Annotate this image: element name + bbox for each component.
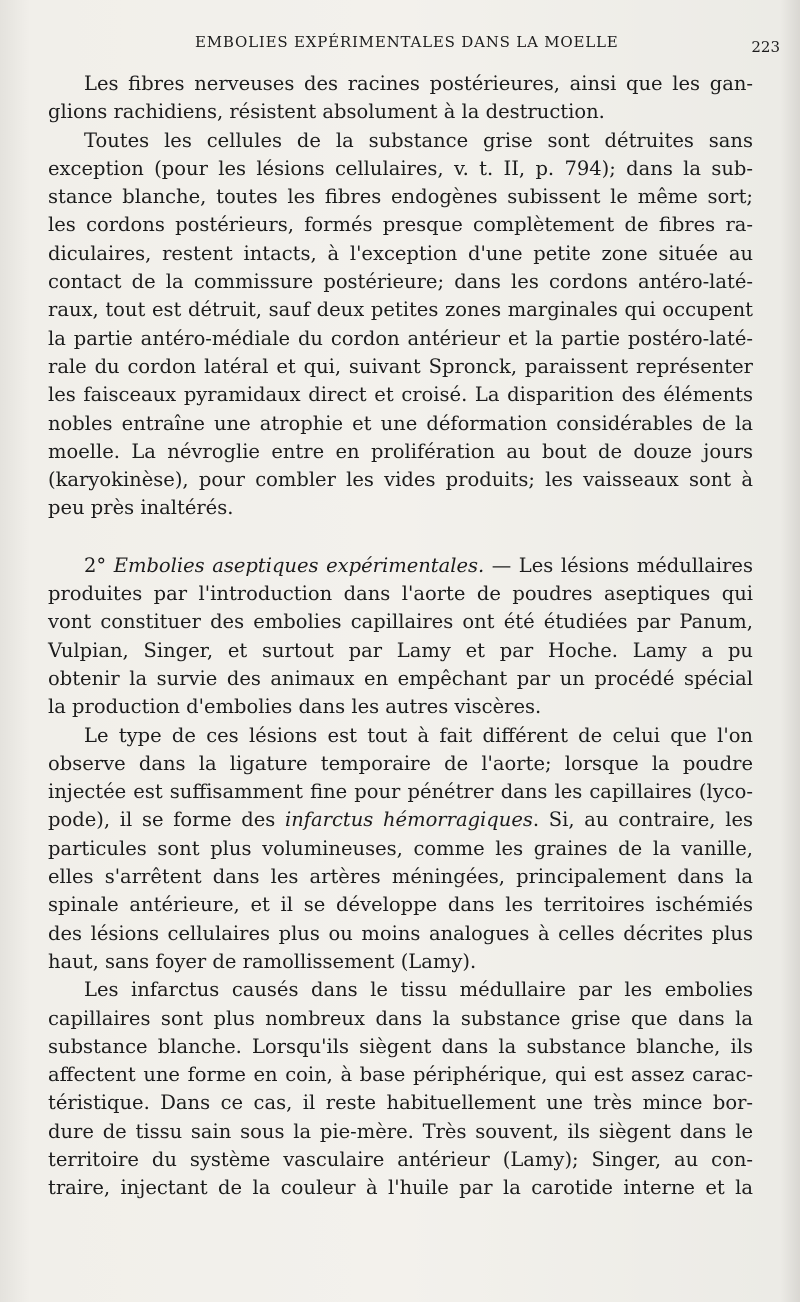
text-line: substance blanche. Lorsqu'ils siègent dans la substance blanche, ils [48, 1034, 753, 1058]
section-title: Embolies aseptiques expérimentales. [113, 553, 485, 577]
text-line: les cordons postérieurs, formés presque complètement de fibres ra- [48, 213, 753, 237]
text-line: injectée est suffisamment fine pour pénétrer dans les capillaires (lyco- [48, 780, 753, 804]
text-line: Vulpian, Singer, et surtout par Lamy et par Hoche. Lamy a pu [48, 638, 753, 662]
text-line: contact de la commissure postérieure; dans les cordons antéro-laté- [48, 270, 753, 294]
text-span: . Si, au contraire, les [532, 808, 754, 832]
text-line: les faisceaux pyramidaux direct et croisé. La disparition des éléments [48, 383, 753, 407]
text-line: observe dans la ligature temporaire de l'aorte; lorsque la poudre [48, 751, 753, 775]
text-line: glions rachidiens, résistent absolument à la destruction. [48, 100, 605, 124]
text-line: haut, sans foyer de ramollissement (Lamy). [48, 949, 477, 973]
paragraph-1 [48, 70, 753, 127]
paragraph-5 [48, 976, 753, 1202]
text-line: des lésions cellulaires plus ou moins analogues à celles décrites plus [48, 921, 753, 945]
text-line: téristique. Dans ce cas, il reste habituellement une très mince bor- [48, 1091, 753, 1115]
text-line: stance blanche, toutes les fibres endogènes subissent le même sort; [48, 185, 753, 209]
text-line: Le type de ces lésions est tout à fait différent de celui que l'on [84, 723, 753, 747]
text-line: (karyokinèse), pour combler les vides produits; les vaisseaux sont à [48, 468, 753, 492]
page-body [48, 70, 753, 1203]
text-line: Les fibres nerveuses des racines postérieures, ainsi que les gan- [84, 72, 753, 95]
text-span: — Les lésions médullaires [484, 553, 753, 577]
text-line [48, 806, 753, 834]
paragraph-3-section-heading [48, 552, 753, 722]
text-line: spinale antérieure, et il se développe dans les territoires ischémiés [48, 893, 753, 917]
text-line: Les infarctus causés dans le tissu médullaire par les embolies [84, 978, 753, 1002]
text-line: capillaires sont plus nombreux dans la substance grise que dans la [48, 1006, 753, 1030]
page-header [0, 30, 800, 60]
text-line: obtenir la survie des animaux en empêchant par un procédé spécial [48, 666, 753, 690]
text-line: peu près inaltérés. [48, 496, 234, 520]
text-line: elles s'arrêtent dans les artères méningées, principalement dans la [48, 865, 753, 889]
text-span: pode), il se forme des [48, 808, 285, 832]
running-head: EMBOLIES EXPÉRIMENTALES DANS LA MOELLE [195, 33, 619, 51]
text-line: territoire du système vasculaire antérieur (Lamy); Singer, au con- [48, 1147, 753, 1171]
text-line: rale du cordon latéral et qui, suivant Spronck, paraissent représenter [48, 354, 753, 378]
text-line: la partie antéro-médiale du cordon antérieur et la partie postéro-laté- [48, 326, 753, 350]
page-number: 223 [751, 38, 780, 56]
section-heading-line [48, 552, 753, 580]
paragraph-2 [48, 127, 753, 523]
text-line: exception (pour les lésions cellulaires, v. t. II, p. 794); dans la sub- [48, 156, 753, 180]
text-line: nobles entraîne une atrophie et une déformation considérables de la [48, 411, 753, 435]
text-line: traire, injectant de la couleur à l'huile par la carotide interne et la [48, 1176, 753, 1200]
paragraph-4 [48, 722, 753, 977]
text-line: Toutes les cellules de la substance grise sont détruites sans [84, 128, 753, 152]
text-line: particules sont plus volumineuses, comme les graines de la vanille, [48, 836, 753, 860]
text-line: moelle. La névroglie entre en prolifération au bout de douze jours [48, 439, 753, 463]
text-line: produites par l'introduction dans l'aorte de poudres aseptiques qui [48, 582, 753, 606]
section-number: 2° [84, 553, 107, 577]
italic-term: infarctus hémorragiques [284, 808, 533, 832]
text-line: affectent une forme en coin, à base périphérique, qui est assez carac- [48, 1063, 753, 1087]
text-line: raux, tout est détruit, sauf deux petites zones marginales qui occupent [48, 298, 753, 322]
text-line: dure de tissu sain sous la pie-mère. Très souvent, ils siègent dans le [48, 1119, 753, 1143]
text-line: vont constituer des embolies capillaires ont été étudiées par Panum, [48, 610, 753, 634]
text-line: diculaires, restent intacts, à l'exception d'une petite zone située au [48, 241, 753, 265]
text-line: la production d'embolies dans les autres viscères. [48, 695, 542, 719]
